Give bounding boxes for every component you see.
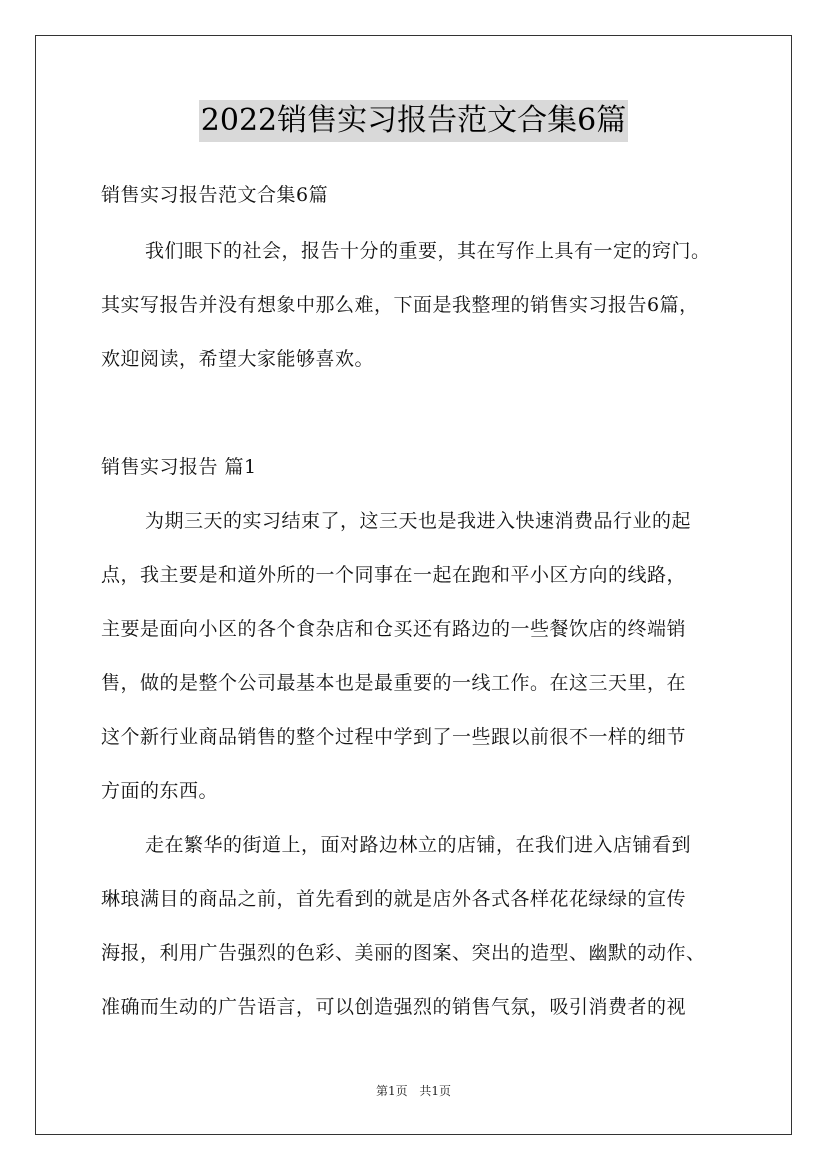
para2-line-1: 走在繁华的街道上，面对路边林立的店铺，在我们进入店铺看到 <box>145 834 692 856</box>
para2-line-4: 准确而生动的广告语言，可以创造强烈的销售气氛，吸引消费者的视 <box>101 996 687 1018</box>
para1-line-3: 主要是面向小区的各个食杂店和仓买还有路边的一些餐饮店的终端销 <box>101 618 687 640</box>
section-heading: 销售实习报告 篇1 <box>101 456 257 478</box>
page-footer <box>0 1082 827 1099</box>
para1-line-4: 售，做的是整个公司最基本也是最重要的一线工作。在这三天里，在 <box>101 672 687 694</box>
intro-line-1: 我们眼下的社会，报告十分的重要，其在写作上具有一定的窍门。 <box>145 240 711 262</box>
page-total: 共1页 <box>419 1084 452 1098</box>
para2-line-2: 琳琅满目的商品之前，首先看到的就是店外各式各样花花绿绿的宣传 <box>101 888 687 910</box>
para2-line-3: 海报，利用广告强烈的色彩、美丽的图案、突出的造型、幽默的动作、 <box>101 942 706 964</box>
para1-line-1: 为期三天的实习结束了，这三天也是我进入快速消费品行业的起 <box>145 510 692 532</box>
para1-line-2: 点，我主要是和道外所的一个同事在一起在跑和平小区方向的线路， <box>101 564 687 586</box>
document-title: 2022销售实习报告范文合集6篇 <box>199 100 628 142</box>
page-number: 第1页 <box>375 1084 408 1098</box>
para1-line-6: 方面的东西。 <box>101 780 219 802</box>
document-subtitle: 销售实习报告范文合集6篇 <box>101 184 329 206</box>
intro-line-3: 欢迎阅读，希望大家能够喜欢。 <box>101 348 375 370</box>
para1-line-5: 这个新行业商品销售的整个过程中学到了一些跟以前很不一样的细节 <box>101 726 687 748</box>
intro-line-2: 其实写报告并没有想象中那么难，下面是我整理的销售实习报告6篇， <box>101 294 699 316</box>
title-container <box>0 100 827 142</box>
